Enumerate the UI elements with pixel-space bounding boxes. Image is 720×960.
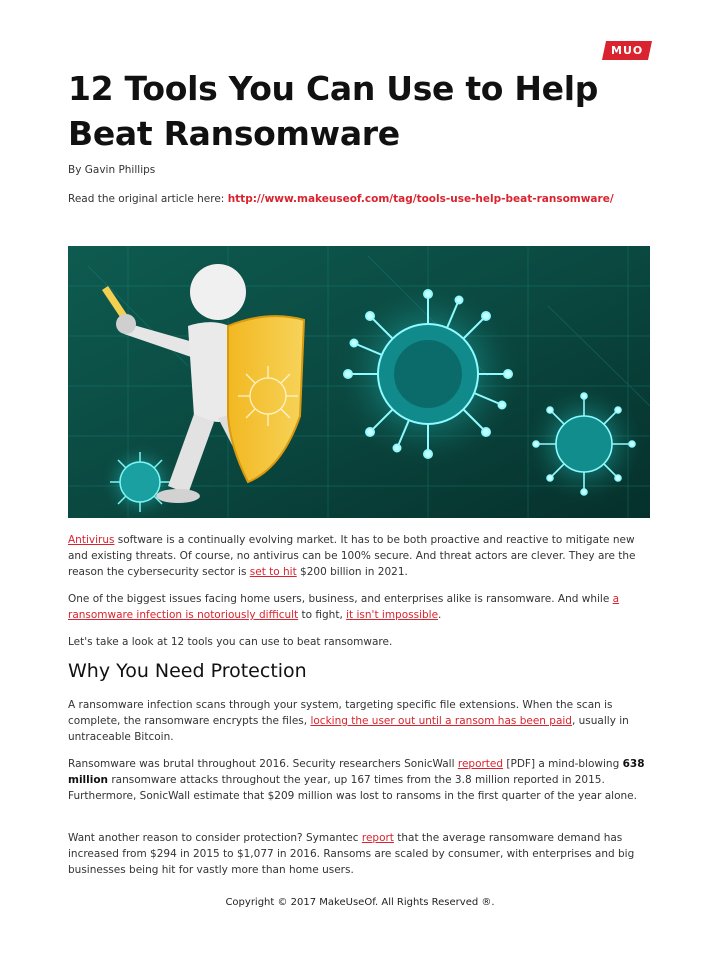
- paragraph-text: A ransomware infection scans through your system, targeting specific file extensions. When the scan is complete, the ransomware encrypts the files,: [68, 699, 613, 727]
- link-antivirus[interactable]: Antivirus: [68, 534, 115, 546]
- virus-large: [333, 279, 523, 469]
- paragraph-text: Want another reason to consider protection? Symantec: [68, 832, 362, 844]
- paragraph-infection: [68, 697, 650, 745]
- paragraph-text: , usually in untraceable Bitcoin.: [68, 715, 629, 743]
- section-heading: Why You Need Protection: [68, 660, 307, 682]
- source-prefix: Read the original article here:: [68, 193, 228, 205]
- link-notoriously-difficult[interactable]: a ransomware infection is notoriously difficult: [68, 593, 620, 621]
- paragraph-text: ransomware attacks throughout the year, up 167 times from the 3.8 million reported in 2015. Furthermore, SonicWall estimate that $209 million was lost to ransoms in the first quarter of the year alone.: [68, 774, 637, 802]
- link-isnt-impossible[interactable]: it isn't impossible: [346, 609, 439, 621]
- copyright-footer: Copyright © 2017 MakeUseOf. All Rights Reserved ®.: [225, 897, 495, 908]
- paragraph-text: One of the biggest issues facing home users, business, and enterprises alike is ransomware. And while: [68, 593, 613, 605]
- logo-text: MUO: [610, 44, 644, 57]
- paragraph-intro: [68, 532, 650, 580]
- link-set-to-hit[interactable]: set to hit: [249, 566, 297, 578]
- virus-medium-right: [524, 384, 644, 504]
- paragraph-symantec: [68, 830, 650, 878]
- paragraph-lets-take-a-look: Let's take a look at 12 tools you can use to beat ransomware.: [68, 636, 393, 648]
- source-line: [68, 192, 628, 206]
- paragraph-text: .: [438, 609, 442, 621]
- byline: By Gavin Phillips: [68, 164, 156, 176]
- paragraph-2016: [68, 756, 650, 804]
- paragraph-text: $200 billion in 2021.: [296, 566, 408, 578]
- link-reported[interactable]: reported: [457, 758, 504, 770]
- paragraph-text: software is a continually evolving market. It has to be both proactive and reactive to mitigate new and existing threats. Of course, no antivirus can be 100% secure. And threat actors are clever. They are the reason the cybersecurity sector is: [68, 534, 636, 578]
- muo-logo[interactable]: [602, 41, 652, 60]
- link-report[interactable]: report: [361, 832, 394, 844]
- hero-illustration: [68, 246, 650, 518]
- paragraph-text: Ransomware was brutal throughout 2016. Security researchers SonicWall: [68, 758, 458, 770]
- link-locking-user-out[interactable]: locking the user out until a ransom has been paid: [310, 715, 572, 727]
- paragraph-text: that the average ransomware demand has increased from $294 in 2015 to $1,077 in 2016. Ransoms are scaled by consumer, with enterprises and big businesses being hit for vastly more than home users.: [68, 832, 635, 876]
- paragraph-text: [PDF] a mind-blowing: [503, 758, 623, 770]
- source-link[interactable]: http://www.makeuseof.com/tag/tools-use-help-beat-ransomware/: [227, 193, 614, 205]
- bold-figure: 638 million: [68, 758, 645, 786]
- paragraph-issues: [68, 591, 650, 623]
- article-title: 12 Tools You Can Use to Help Beat Ransomware: [68, 69, 599, 153]
- paragraph-text: to fight,: [298, 609, 347, 621]
- hero-image: [68, 246, 650, 518]
